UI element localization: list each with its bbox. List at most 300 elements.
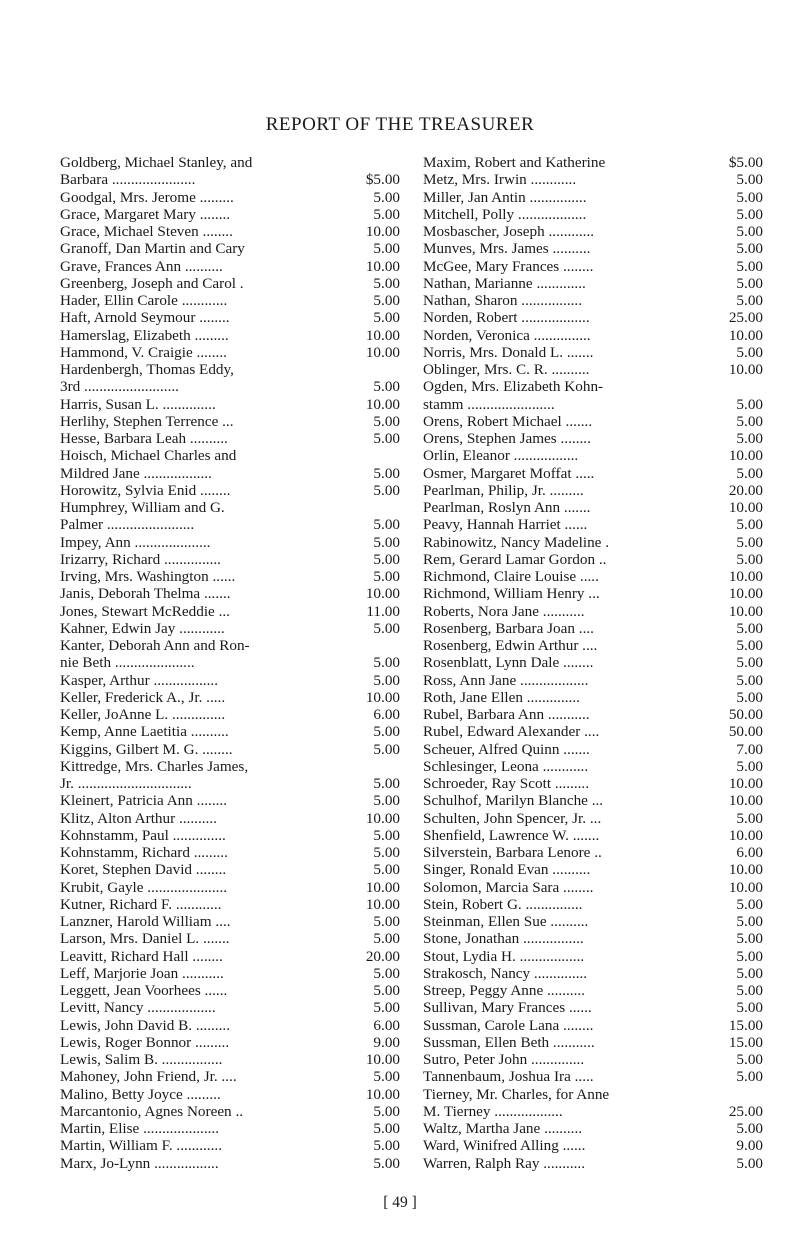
donor-entry (60, 844, 400, 861)
donor-entry (60, 327, 400, 344)
donor-name: Sullivan, Mary Frances ...... (423, 999, 592, 1017)
donor-entry (60, 792, 400, 809)
donor-entry (423, 1137, 763, 1154)
donor-entry (60, 723, 400, 740)
donor-entry (423, 930, 763, 947)
donation-amount: 10.00 (728, 361, 763, 378)
donation-amount: 5.00 (373, 671, 400, 689)
donation-amount: 5.00 (373, 792, 400, 810)
donation-amount: 10.00 (365, 1051, 400, 1068)
donor-entry (423, 171, 763, 188)
donor-entry (60, 1155, 400, 1172)
donation-amount: 6.00 (373, 706, 400, 723)
donor-entry (60, 1137, 400, 1154)
donor-name: Munves, Mrs. James .......... (423, 240, 591, 258)
donation-amount: 5.00 (736, 637, 763, 654)
donor-name: Rabinowitz, Nancy Madeline . (423, 533, 609, 551)
donor-name: Kohnstamm, Paul .............. (60, 826, 226, 844)
donor-name: Marcantonio, Agnes Noreen .. (60, 1102, 244, 1120)
donation-amount: 5.00 (736, 274, 763, 292)
donor-entry (60, 499, 400, 516)
donor-entry (423, 1103, 763, 1120)
donor-entry (423, 534, 763, 551)
donor-entry (60, 275, 400, 292)
donation-amount: 9.00 (736, 1137, 763, 1155)
donation-amount: 10.00 (365, 688, 400, 706)
donor-name: Schlesinger, Leona ............ (423, 757, 589, 775)
donor-entry (423, 361, 763, 378)
donor-entry (423, 568, 763, 585)
donor-name: Osmer, Margaret Moffat ..... (423, 464, 595, 482)
donation-amount: 5.00 (373, 844, 400, 861)
donor-entry (423, 344, 763, 361)
donation-amount: 10.00 (365, 395, 400, 413)
donor-name: Leggett, Jean Voorhees ...... (60, 982, 228, 999)
donor-name: Tierney, Mr. Charles, for Anne (423, 1085, 610, 1103)
donation-amount: 10.00 (728, 878, 763, 896)
donor-entry (423, 654, 763, 671)
donor-name: Rosenblatt, Lynn Dale ........ (423, 654, 594, 672)
donor-name: Silverstein, Barbara Lenore .. (423, 844, 602, 861)
donation-amount: 5.00 (373, 240, 400, 258)
donor-entry (423, 1034, 763, 1051)
right-column (423, 154, 763, 1172)
donor-name: Harris, Susan L. .............. (60, 395, 216, 413)
donor-name: Haft, Arnold Seymour ........ (60, 309, 230, 327)
donor-entry (423, 637, 763, 654)
donation-amount: 5.00 (736, 171, 763, 189)
donor-entry (423, 240, 763, 257)
donor-name: Rosenberg, Edwin Arthur .... (423, 637, 598, 654)
donor-name: Nathan, Sharon ................ (423, 292, 583, 309)
donor-name: Kohnstamm, Richard ......... (60, 844, 228, 861)
donation-amount: 10.00 (728, 568, 763, 585)
donation-amount: 10.00 (365, 257, 400, 275)
donor-name: Barbara ...................... (60, 171, 196, 189)
page-number: [ 49 ] (383, 1194, 417, 1211)
donor-name: Grave, Frances Ann .......... (60, 257, 223, 275)
donor-entry (423, 275, 763, 292)
donor-entry (60, 1103, 400, 1120)
donor-name: Granoff, Dan Martin and Cary (60, 240, 245, 258)
donation-amount: 5.00 (736, 257, 763, 275)
donor-entry (423, 396, 763, 413)
donor-entry (423, 292, 763, 309)
donation-amount: 5.00 (373, 930, 400, 948)
donor-entry (60, 240, 400, 257)
donor-name: Pearlman, Roslyn Ann ....... (423, 499, 591, 516)
donor-entry (60, 637, 400, 654)
donation-amount: 5.00 (736, 464, 763, 482)
donation-amount: 10.00 (728, 499, 763, 516)
donor-name: Schroeder, Ray Scott ......... (423, 775, 590, 792)
donation-amount: 10.00 (728, 826, 763, 844)
donor-entry (423, 896, 763, 913)
donor-name: Lewis, Salim B. ................ (60, 1051, 223, 1068)
donation-amount: 5.00 (736, 913, 763, 930)
donor-name: Metz, Mrs. Irwin ............ (423, 171, 577, 189)
donor-name: Martin, William F. ............ (60, 1137, 222, 1155)
donor-name: Kemp, Anne Laetitia .......... (60, 723, 229, 741)
donation-amount: 10.00 (365, 326, 400, 344)
donor-entry (60, 482, 400, 499)
donor-entry (60, 258, 400, 275)
donation-amount: 5.00 (373, 274, 400, 292)
donor-entry (423, 516, 763, 533)
donor-name: Norden, Veronica ............... (423, 326, 591, 344)
donor-entry (60, 913, 400, 930)
donation-amount: 25.00 (728, 309, 763, 327)
donation-amount: 5.00 (736, 343, 763, 361)
donation-amount: 5.00 (373, 861, 400, 879)
donation-amount: 50.00 (728, 706, 763, 723)
donation-amount: 10.00 (365, 585, 400, 603)
donor-entry (60, 568, 400, 585)
donor-entry (423, 913, 763, 930)
donation-amount: $5.00 (728, 154, 763, 171)
donation-amount: 5.00 (736, 757, 763, 775)
donor-name: Singer, Ronald Evan .......... (423, 861, 591, 879)
donation-amount: 5.00 (736, 550, 763, 568)
donation-amount: 5.00 (736, 930, 763, 948)
donation-amount: 10.00 (365, 343, 400, 361)
donation-amount: 5.00 (373, 826, 400, 844)
donor-name: Kleinert, Patricia Ann ........ (60, 792, 228, 810)
donor-name: Hardenbergh, Thomas Eddy, (60, 361, 234, 378)
donation-amount: 5.00 (373, 775, 400, 792)
donor-name: Keller, Frederick A., Jr. ..... (60, 688, 226, 706)
donor-name: Schulten, John Spencer, Jr. ... (423, 809, 602, 827)
donation-amount: 5.00 (736, 533, 763, 551)
donor-name: Norris, Mrs. Donald L. ....... (423, 343, 594, 361)
donor-name: Kutner, Richard F. ............ (60, 895, 222, 913)
donor-name: Janis, Deborah Thelma ....... (60, 585, 231, 603)
donor-entry (423, 741, 763, 758)
donation-amount: 5.00 (373, 1120, 400, 1137)
donor-name: Marx, Jo-Lynn ................. (60, 1154, 219, 1172)
donor-entry (60, 447, 400, 464)
donation-amount: 5.00 (736, 964, 763, 982)
donor-entry (60, 534, 400, 551)
donor-name: Koret, Stephen David ........ (60, 861, 227, 879)
donor-name: Peavy, Hannah Harriet ...... (423, 516, 588, 534)
donor-name: Oblinger, Mrs. C. R. .......... (423, 361, 590, 378)
donor-name: Norden, Robert .................. (423, 309, 590, 327)
donor-name: Streep, Peggy Anne .......... (423, 982, 585, 999)
donor-name: Steinman, Ellen Sue .......... (423, 913, 589, 930)
donor-name: Shenfield, Lawrence W. ....... (423, 826, 600, 844)
donor-entry (60, 810, 400, 827)
donation-amount: 10.00 (365, 895, 400, 913)
donation-amount: 10.00 (365, 223, 400, 240)
donation-amount: $5.00 (365, 171, 400, 189)
donation-amount: 5.00 (373, 412, 400, 430)
donor-name: Kanter, Deborah Ann and Ron- (60, 637, 250, 654)
donation-amount: 5.00 (736, 516, 763, 534)
donor-name: Rubel, Edward Alexander .... (423, 723, 600, 741)
donor-name: Larson, Mrs. Daniel L. ....... (60, 930, 230, 948)
donor-entry (60, 758, 400, 775)
donor-name: Kahner, Edwin Jay ............ (60, 619, 225, 637)
donor-name: Hammond, V. Craigie ........ (60, 343, 227, 361)
donor-name: Orens, Robert Michael ....... (423, 412, 593, 430)
donation-amount: 5.00 (736, 412, 763, 430)
donor-entry (423, 413, 763, 430)
donation-amount: 5.00 (373, 568, 400, 585)
donor-name: Strakosch, Nancy .............. (423, 964, 588, 982)
donation-amount: 5.00 (736, 223, 763, 240)
donation-amount: 5.00 (373, 913, 400, 930)
donor-name: Grace, Michael Steven ........ (60, 223, 233, 240)
donor-name: Nathan, Marianne ............. (423, 274, 586, 292)
donation-amount: 5.00 (373, 378, 400, 396)
donor-name: Lewis, John David B. ......... (60, 1016, 231, 1034)
donor-name: Keller, JoAnne L. .............. (60, 706, 226, 723)
donation-amount: 5.00 (736, 188, 763, 206)
donation-amount: 5.00 (373, 292, 400, 309)
donor-name: 3rd ......................... (60, 378, 179, 396)
donor-name: Orens, Stephen James ........ (423, 430, 591, 447)
donor-name: Kittredge, Mrs. Charles James, (60, 757, 249, 775)
donation-amount: 10.00 (728, 585, 763, 603)
donor-entry (423, 948, 763, 965)
donation-amount: 5.00 (736, 292, 763, 309)
donation-amount: 10.00 (728, 861, 763, 879)
donor-name: Leavitt, Richard Hall ........ (60, 947, 223, 965)
donor-entry (423, 723, 763, 740)
donation-amount: 15.00 (728, 1016, 763, 1034)
donor-entry (60, 1017, 400, 1034)
donor-entry (423, 706, 763, 723)
donor-entry (60, 741, 400, 758)
donor-entry (60, 1034, 400, 1051)
donation-amount: 10.00 (728, 447, 763, 465)
donor-entry (60, 1120, 400, 1137)
donation-amount: 5.00 (373, 516, 400, 534)
donor-entry (60, 516, 400, 533)
donor-name: Humphrey, William and G. (60, 499, 225, 516)
donation-amount: 9.00 (373, 1033, 400, 1051)
donor-entry (60, 603, 400, 620)
donor-name: Mitchell, Polly .................. (423, 205, 587, 223)
donation-amount: 5.00 (736, 1120, 763, 1137)
donor-entry (423, 792, 763, 809)
donor-name: Goodgal, Mrs. Jerome ......... (60, 188, 234, 206)
donor-name: Pearlman, Philip, Jr. ......... (423, 481, 584, 499)
donation-amount: 20.00 (728, 481, 763, 499)
donor-entry (60, 896, 400, 913)
donation-amount: 5.00 (736, 688, 763, 706)
donor-name: Irving, Mrs. Washington ...... (60, 568, 236, 585)
donor-entry (423, 499, 763, 516)
donor-entry (60, 620, 400, 637)
donor-entry (423, 447, 763, 464)
donor-entry (423, 465, 763, 482)
donor-name: Hesse, Barbara Leah .......... (60, 430, 228, 447)
donor-entry (60, 413, 400, 430)
donor-entry (60, 654, 400, 671)
donor-name: Tannenbaum, Joshua Ira ..... (423, 1068, 594, 1086)
donor-entry (60, 551, 400, 568)
donor-name: Ward, Winifred Alling ...... (423, 1137, 586, 1155)
page-title: REPORT OF THE TREASURER (265, 114, 535, 135)
donation-amount: 50.00 (728, 723, 763, 741)
donor-name: Lewis, Roger Bonnor ......... (60, 1033, 230, 1051)
donor-entry (423, 775, 763, 792)
donor-name: Kiggins, Gilbert M. G. ........ (60, 740, 233, 758)
donor-entry (423, 1051, 763, 1068)
donation-amount: 5.00 (373, 723, 400, 741)
donor-entry (60, 361, 400, 378)
donor-name: Grace, Margaret Mary ........ (60, 205, 231, 223)
donation-amount: 10.00 (728, 602, 763, 620)
donor-entry (60, 999, 400, 1016)
donor-entry (60, 689, 400, 706)
donor-entry (60, 1086, 400, 1103)
donation-amount: 5.00 (736, 982, 763, 999)
donor-entry (60, 309, 400, 326)
donor-entry (60, 292, 400, 309)
donor-name: Martin, Elise .................... (60, 1120, 220, 1137)
donation-amount: 5.00 (736, 671, 763, 689)
donor-entry (60, 189, 400, 206)
donor-name: M. Tierney .................. (423, 1102, 563, 1120)
donor-name: Kasper, Arthur ................. (60, 671, 218, 689)
donation-amount: 5.00 (373, 1068, 400, 1086)
donor-entry (60, 396, 400, 413)
donation-amount: 5.00 (373, 619, 400, 637)
donation-amount: 10.00 (728, 775, 763, 792)
donor-entry (423, 430, 763, 447)
donor-entry (423, 189, 763, 206)
donor-entry (423, 689, 763, 706)
donor-entry (423, 982, 763, 999)
donor-name: Stone, Jonathan ................ (423, 930, 584, 948)
donation-amount: 5.00 (373, 481, 400, 499)
donor-entry (60, 223, 400, 240)
donor-entry (60, 378, 400, 395)
donor-name: Rosenberg, Barbara Joan .... (423, 619, 594, 637)
donor-name: Miller, Jan Antin ............... (423, 188, 587, 206)
donation-amount: 6.00 (373, 1016, 400, 1034)
donation-amount: 5.00 (373, 188, 400, 206)
donation-amount: 5.00 (736, 205, 763, 223)
donor-name: Stein, Robert G. ............... (423, 895, 583, 913)
donor-entry (60, 879, 400, 896)
donor-entry (423, 861, 763, 878)
donation-amount: 11.00 (366, 602, 400, 620)
donor-entry (60, 1051, 400, 1068)
donor-name: Greenberg, Joseph and Carol . (60, 274, 244, 292)
donor-entry (60, 585, 400, 602)
donor-name: Herlihy, Stephen Terrence ... (60, 412, 234, 430)
donation-amount: 5.00 (373, 982, 400, 999)
donation-amount: 5.00 (736, 947, 763, 965)
donation-amount: 10.00 (365, 809, 400, 827)
donor-name: Mildred Jane .................. (60, 464, 212, 482)
donation-amount: 20.00 (365, 947, 400, 965)
donor-name: Goldberg, Michael Stanley, and (60, 154, 253, 171)
donor-name: Rem, Gerard Lamar Gordon .. (423, 550, 607, 568)
donor-name: Richmond, Claire Louise ..... (423, 568, 599, 585)
donor-entry (60, 1068, 400, 1085)
donor-name: Ross, Ann Jane .................. (423, 671, 589, 689)
donor-entry (60, 465, 400, 482)
donor-name: Ogden, Mrs. Elizabeth Kohn- (423, 378, 604, 396)
donation-amount: 5.00 (736, 809, 763, 827)
donor-name: Jr. .............................. (60, 775, 192, 792)
donor-entry (423, 1120, 763, 1137)
donor-entry (60, 430, 400, 447)
donor-name: Schulhof, Marilyn Blanche ... (423, 792, 604, 810)
donor-name: Sutro, Peter John .............. (423, 1051, 585, 1068)
donation-amount: 25.00 (728, 1102, 763, 1120)
donation-amount: 5.00 (373, 550, 400, 568)
donor-entry (60, 706, 400, 723)
donor-name: Solomon, Marcia Sara ........ (423, 878, 594, 896)
donor-entry (60, 775, 400, 792)
donation-amount: 5.00 (373, 964, 400, 982)
donor-entry (60, 672, 400, 689)
donor-name: Stout, Lydia H. ................. (423, 947, 585, 965)
donation-amount: 5.00 (736, 999, 763, 1017)
donor-name: Sussman, Ellen Beth ........... (423, 1033, 595, 1051)
donation-amount: 5.00 (736, 654, 763, 672)
donor-name: Irizarry, Richard ............... (60, 550, 221, 568)
donor-name: Leff, Marjorie Joan ........... (60, 964, 224, 982)
donor-entry (423, 585, 763, 602)
donor-entry (423, 758, 763, 775)
donor-name: Krubit, Gayle ..................... (60, 878, 228, 896)
donor-entry (423, 206, 763, 223)
donation-amount: 5.00 (373, 654, 400, 672)
donor-entry (423, 327, 763, 344)
donor-entry (423, 999, 763, 1016)
donation-amount: 5.00 (373, 740, 400, 758)
donor-name: Roberts, Nora Jane ........... (423, 602, 585, 620)
donor-name: Rubel, Barbara Ann ........... (423, 706, 590, 723)
donation-amount: 5.00 (373, 430, 400, 447)
donor-entry (423, 1086, 763, 1103)
donor-name: Hamerslag, Elizabeth ......... (60, 326, 229, 344)
donation-amount: 15.00 (728, 1033, 763, 1051)
donor-name: McGee, Mary Frances ........ (423, 257, 594, 275)
donation-amount: 5.00 (736, 395, 763, 413)
donation-amount: 5.00 (736, 1068, 763, 1086)
donor-entry (60, 344, 400, 361)
donation-amount: 5.00 (373, 1102, 400, 1120)
donor-entry (423, 378, 763, 395)
donation-amount: 5.00 (373, 1154, 400, 1172)
donor-entry (60, 827, 400, 844)
donor-entry (423, 154, 763, 171)
donor-name: Hoisch, Michael Charles and (60, 447, 237, 465)
donor-entry (423, 810, 763, 827)
donor-name: Sussman, Carole Lana ........ (423, 1016, 594, 1034)
donation-amount: 5.00 (736, 1154, 763, 1172)
donor-entry (60, 861, 400, 878)
donation-amount: 5.00 (736, 430, 763, 447)
donor-entry (423, 620, 763, 637)
donor-name: Horowitz, Sylvia Enid ........ (60, 481, 231, 499)
donor-entry (60, 948, 400, 965)
donor-name: Orlin, Eleanor ................. (423, 447, 579, 465)
donor-entry (60, 965, 400, 982)
donor-name: Scheuer, Alfred Quinn ....... (423, 740, 590, 758)
donor-name: Richmond, William Henry ... (423, 585, 600, 603)
donor-name: stamm ....................... (423, 395, 555, 413)
donation-amount: 5.00 (736, 895, 763, 913)
